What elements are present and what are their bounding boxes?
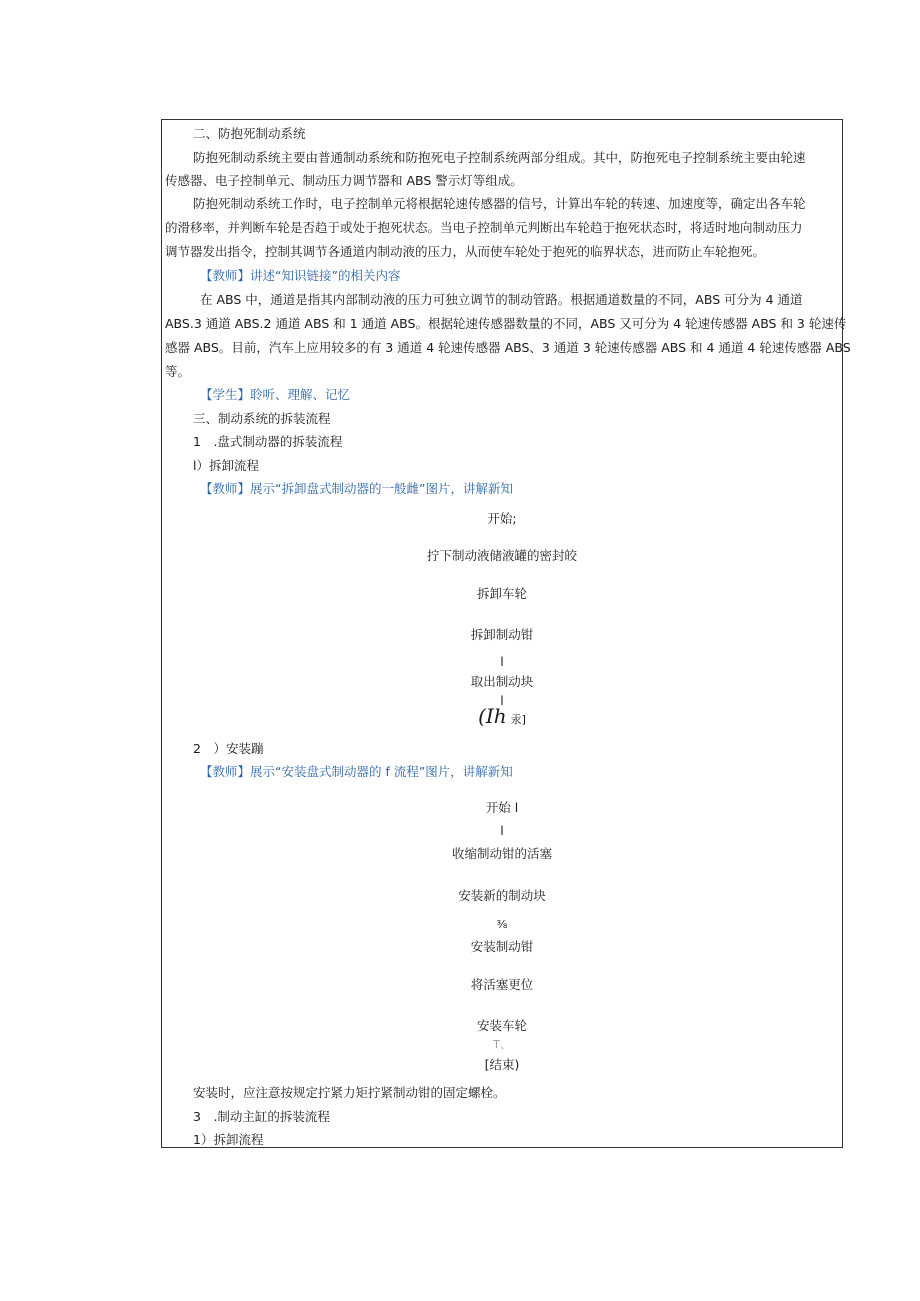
flow2-step: 安装车轮 <box>476 1018 527 1033</box>
flow1-step: 拆卸车轮 <box>476 586 527 601</box>
flow2-mark: ⅜ <box>496 918 508 931</box>
flow1-step: 开始; <box>487 511 517 526</box>
teacher-note-2: 【教师】展示“拆卸盘式制动器的一般雌”图片，讲解新知 <box>200 481 513 496</box>
flow1-step: 拧下制动液储液罐的密封皎 <box>426 548 577 563</box>
section-3-1-heading: 1 .盘式制动器的拆装流程 <box>193 434 343 449</box>
section-3-1-2-heading: 2 ）安装蹦 <box>193 741 264 756</box>
flow2-step: 开始 l <box>485 800 519 815</box>
flow1-end-label: 汞] <box>510 713 526 726</box>
flow1-end <box>161 704 843 728</box>
teacher-note-1: 【教师】讲述“知识链接”的相关内容 <box>200 268 401 283</box>
paragraph-2-line-1: 防抱死制动系统工作时，电子控制单元将根据轮速传感器的信号，计算出车轮的转速、加速度等，确定出各车轮 <box>193 196 806 211</box>
paragraph-1-line-2: 传感器、电子控制单元、制动压力调节器和 ABS 警示灯等组成。 <box>165 173 523 188</box>
flow2-arrow: l <box>500 823 504 838</box>
flow2-step: 将活塞更位 <box>470 977 534 992</box>
flow1-step: 取出制动块 <box>470 674 534 689</box>
paragraph-2-line-3: 调节器发出指令，控制其调节各通道内制动液的压力，从而使车轮处于抱死的临界状态，进而防止车轮抱死。 <box>165 244 766 259</box>
teacher-note-3: 【教师】展示“安装盘式制动器的 f 流程”图片，讲解新知 <box>200 764 513 779</box>
flow2-connector: T、 <box>493 1038 511 1051</box>
install-note: 安装时，应注意按规定拧紧力矩拧紧制动钳的固定螺栓。 <box>193 1085 506 1100</box>
flow2-step: 安装制动钳 <box>470 939 534 954</box>
section-3-3-heading: 3 .制动主缸的拆装流程 <box>193 1109 330 1124</box>
flow2-step: 安装新的制动块 <box>458 888 546 903</box>
paragraph-3-line-1: 在 ABS 中，通道是指其内部制动液的压力可独立调节的制动管路。根据通道数量的不同，ABS 可分为 4 通道 <box>200 292 803 307</box>
paragraph-1-line-1: 防抱死制动系统主要由普通制动系统和防抱死电子控制系统两部分组成。其中，防抱死电子控制系统主要由轮速 <box>193 150 806 165</box>
paragraph-3-line-4: 等。 <box>165 364 191 379</box>
flow1-step: 拆卸制动钳 <box>470 627 534 642</box>
flow2-step: [结束) <box>484 1057 520 1072</box>
flow1-end-glyph: (Ih <box>478 704 507 728</box>
flow2-step: 收缩制动钳的活塞 <box>451 846 552 861</box>
paragraph-2-line-2: 的滑移率，并判断车轮是否趋于或处于抱死状态。当电子控制单元判断出车轮趋于抱死状态时，将适时地向制动压力 <box>165 220 803 235</box>
section-2-title: 二、防抱死制动系统 <box>193 126 306 141</box>
section-3-1-1-heading: l）拆卸流程 <box>193 458 259 473</box>
flow1-arrow: l <box>500 693 504 708</box>
section-3-3-1-heading: 1）拆卸流程 <box>193 1132 264 1147</box>
paragraph-3-line-2: ABS.3 通道 ABS.2 通道 ABS 和 1 通道 ABS。根据轮速传感器数量的不同，ABS 又可分为 4 轮速传感器 ABS 和 3 轮速传 <box>165 316 847 331</box>
flow1-arrow: l <box>500 654 504 669</box>
section-3-title: 三、制动系统的拆装流程 <box>193 411 331 426</box>
student-note-1: 【学生】聆听、理解、记忆 <box>200 387 351 402</box>
paragraph-3-line-3: 感器 ABS。目前，汽车上应用较多的有 3 通道 4 轮速传感器 ABS、3 通道 3 轮速传感器 ABS 和 4 通道 4 轮速传感器 ABS <box>165 340 851 355</box>
